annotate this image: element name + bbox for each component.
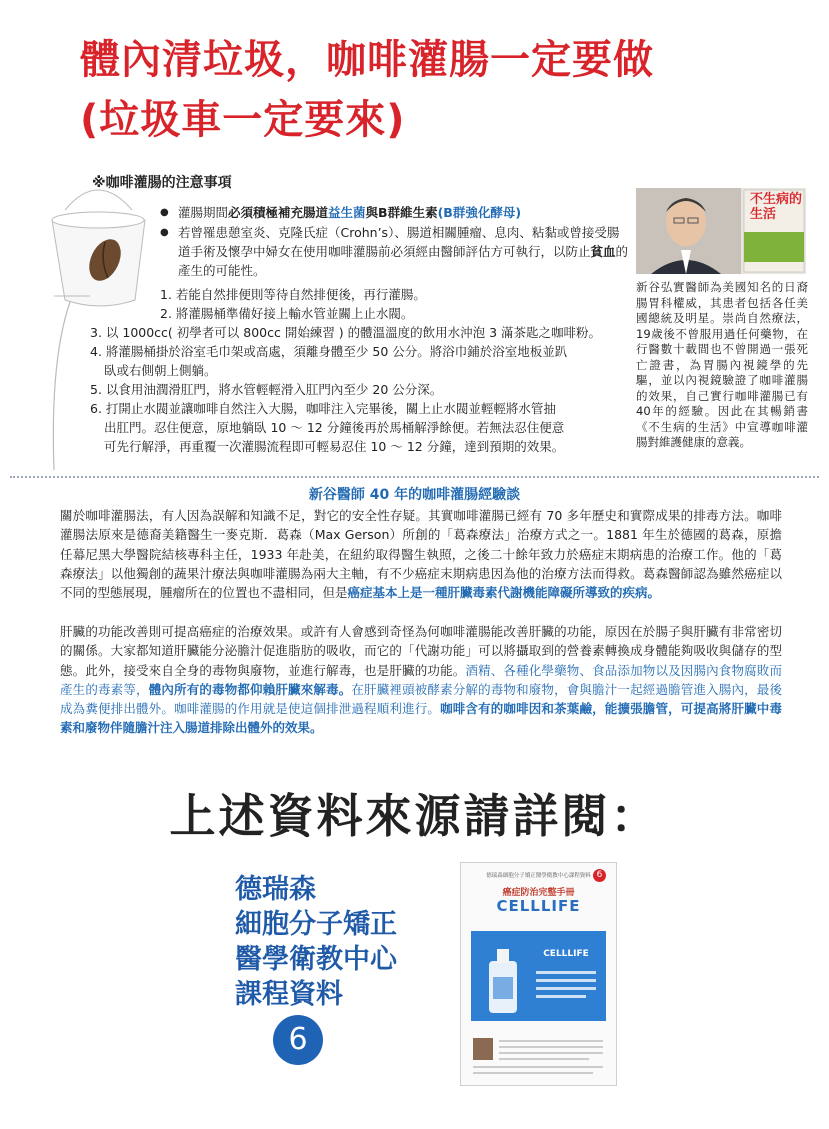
cover-body-text-lines [473, 1038, 604, 1078]
step-6: 6. 打開止水閥並讓咖啡自然注入大腸，咖啡注入完畢後，關上止水閥並輕輕將水管抽 [90, 401, 556, 416]
notes-heading: ※咖啡灌腸的注意事項 [92, 175, 232, 191]
p1-text: 關於咖啡灌腸法，有人因為誤解和知識不足，對它的安全性存疑。其實咖啡灌腸已經有 70 多年歷史和實際成果的排毒方法。咖啡灌腸法原來是德裔美籍醫生一麥克斯．葛森（Max Gerson）所創的「葛森療法」治療方式之一。1881 年生於德國的葛森，原擔任幕尼黑大學醫院結核專科主任，1933 年赴美，在紐約取得醫生執照，之後二十餘年致力於癌症末期病患的治療工作。他的「葛森療法」以他獨創的蔬果汁療法與咖啡灌腸為兩大主軸，有不少癌症末期病患因為他的治療方法而得救。葛森醫師認為雖然癌症以不同的型態展現，腫瘤所在的位置也不盡相同，但是 [60, 508, 782, 601]
step-6-cont2: 可先行解淨，再重覆一次灌腸流程即可輕易忍住 10 ～ 12 分鐘，達到預期的效果。 [104, 439, 565, 454]
course-title [235, 872, 397, 1012]
bullet1-text-b: 必須積極補充腸道 [228, 205, 329, 220]
number-badge: 6 [273, 1015, 323, 1065]
p2-end: 咖啡含有的咖啡因和茶葉鹼，能擴張膽管，可提高將肝臟中毒素和廢物伴隨膽汁注入腸道排除出體外的效果。 [60, 701, 782, 736]
step-2: 2. 將灌腸桶準備好接上輸水管並關上止水閥。 [160, 306, 414, 321]
notes-bullets [160, 203, 630, 281]
title-line-1: 體內清垃圾，咖啡灌腸一定要做 [80, 37, 654, 83]
cover-product-panel [471, 931, 606, 1021]
bullet1-probiotic: 益生菌 [328, 205, 366, 220]
step-4-cont: 臥或右側朝上側躺。 [104, 363, 217, 378]
p2-blue-bold: 體內所有的毒物都仰賴肝臟來解毒。 [148, 681, 352, 697]
bullet-item [160, 203, 630, 222]
book-title: 不生病的生活 [750, 192, 803, 222]
handbook-cover [460, 862, 617, 1086]
p2-blue-2: 在肝臟裡頭被酵素分解的毒物和廢物，會與膽汁一起經過膽管進入腸內，最後成為糞便排出體外。咖啡灌腸的作用就是使這個排泄過程順利進行。 [60, 681, 782, 717]
cover-number: 6 [593, 869, 606, 882]
doctor-bio: 新谷弘實醫師為美國知名的日裔腸胃科權威，其患者包括各任美國總統及明星。崇尚自然療法，19歲後不曾服用過任何藥物，在行醫數十載間也不曾開過一張死亡證書，為胃腸內視鏡學的先驅，並以內視鏡驗證了咖啡灌腸的效果，自己實行咖啡灌腸已有40年的經驗。因此在其暢銷書《不生病的生活》中宣導咖啡灌腸對維護健康的意義。 [636, 280, 808, 449]
paragraph-2 [60, 622, 782, 738]
source-heading: 上述資料來源請詳閱： [169, 789, 660, 843]
course-line: 德瑞森 [235, 874, 316, 905]
bullet1-text-d: 與B群維生素 [365, 205, 438, 220]
panel-brand: CELLLIFE [543, 949, 589, 959]
section-title: 新谷醫師 40 年的咖啡灌腸經驗談 [308, 487, 521, 503]
step-3: 3. 以 1000cc( 初學者可以 800cc 開始練習 ) 的體溫溫度的飲用水沖泡 3 滿茶匙之咖啡粉。 [90, 325, 602, 340]
bullet1-yeast: (B群強化酵母) [437, 205, 522, 220]
bullet2-anemia: 貧血 [590, 244, 616, 259]
paragraph-1 [60, 506, 782, 602]
bullet2-text-a: 若曾罹患憩室炎、克隆氏症（Crohn’s）、腸道相關腫瘤、息肉、粘黏或曾接受腸道手術及懷孕中婦女在使用咖啡灌腸前必須經由醫師評估方可執行，以防止 [178, 225, 620, 259]
doctor-photo-with-book [636, 188, 806, 274]
step-5: 5. 以食用油潤滑肛門，將水管輕輕滑入肛門內至少 20 公分深。 [90, 382, 443, 397]
cover-header: 德瑞森細胞分子矯正醫學衛教中心課程資料 [486, 873, 591, 879]
bullet1-text-a: 灌腸期間 [178, 205, 229, 220]
p2-blue: 酒精、各種化學藥物、食品添加物以及因腸內食物腐敗而產生的毒素等， [60, 662, 782, 697]
cover-brand: CELLLIFE [496, 897, 581, 915]
page-title [80, 30, 654, 150]
bullet-item [160, 223, 630, 280]
step-6-cont: 出肛門。忍住便意，原地躺臥 10 ～ 12 分鐘後再於馬桶解淨餘便。若無法忍住便意 [104, 420, 565, 435]
course-line: 醫學衛教中心 [235, 944, 397, 975]
cover-title: 癌症防治完整手冊 [502, 888, 575, 898]
p1-highlight: 癌症基本上是一種肝臟毒素代謝機能障礙所導致的疾病。 [347, 585, 661, 601]
step-1: 1. 若能自然排便則等待自然排便後，再行灌腸。 [160, 287, 426, 302]
course-line: 課程資料 [235, 979, 343, 1010]
course-line: 細胞分子矯正 [235, 909, 397, 940]
title-line-2: (垃圾車一定要來) [80, 97, 406, 143]
p2-text: 肝臟的功能改善則可提高癌症的治療效果。或許有人會感到奇怪為何咖啡灌腸能改善肝臟的功能，原因在於腸子與肝臟有非常密切的關係。大家都知道肝臟能分泌膽汁促進脂肪的吸收，而它的「代謝功能」可以將攝取到的營養素轉換成身體能夠吸收與儲存的型態。此外，接受來自全身的毒物與廢物，並進行解毒，也是肝臟的功能。 [60, 624, 782, 678]
bottle-icon [471, 931, 606, 1021]
bullet2-text-c: 的產生的可能性。 [178, 244, 629, 278]
divider [10, 476, 819, 478]
steps-list [90, 285, 630, 456]
step-4: 4. 將灌腸桶掛於浴室毛巾架或高處，須離身體至少 50 公分。將浴巾鋪於浴室地板並趴 [90, 344, 568, 359]
